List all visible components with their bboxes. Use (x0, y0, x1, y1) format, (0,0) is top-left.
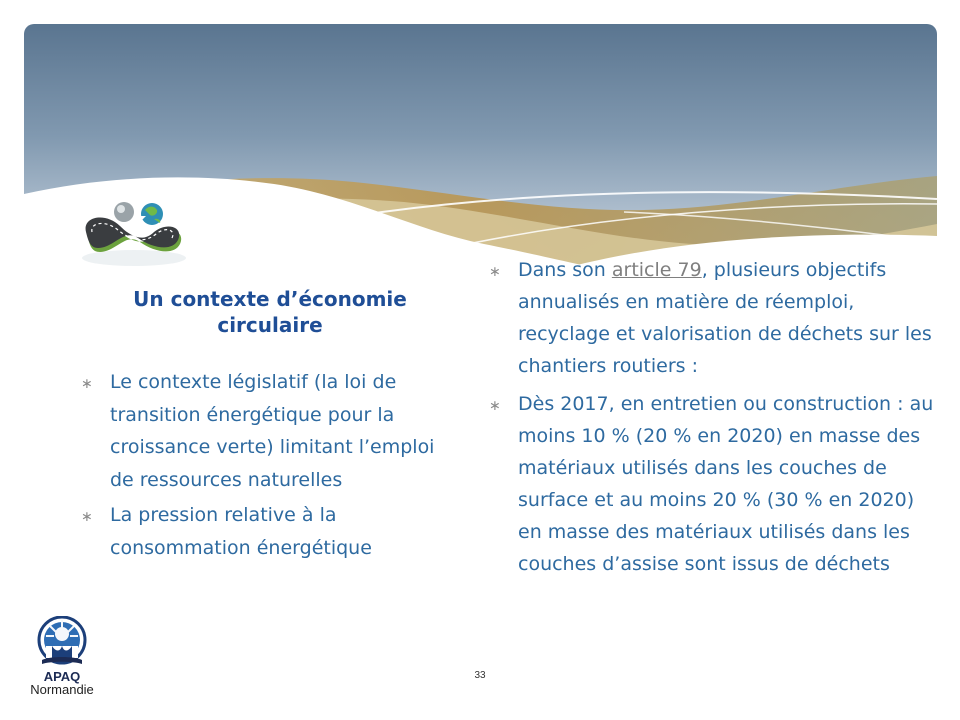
apaq-region: Normandie (30, 682, 94, 697)
right-bullet-list (489, 254, 939, 586)
apaq-logo (18, 616, 106, 700)
bullet-text-after-link: , plusieurs objectifs annualisés en matière de réemploi, recyclage et valorisation de déchets sur les chantiers routiers : (518, 259, 932, 377)
section-title: Un contexte d’économie circulaire (133, 287, 407, 337)
bullet-star-icon: ∗ (81, 509, 93, 525)
bullet-text: Le contexte législatif (la loi de transition énergétique pour la croissance verte) limitant l’emploi de ressources naturelles (110, 371, 435, 491)
bullet-star-icon: ∗ (81, 376, 93, 392)
bullet-star-icon: ∗ (489, 264, 501, 280)
list-item (489, 388, 939, 580)
bullet-text-before-link: Dans son (518, 259, 612, 281)
circular-economy-illustration (74, 186, 194, 270)
apaq-name: APAQ (43, 669, 81, 684)
list-item (81, 499, 451, 564)
apaq-emblem-icon (34, 616, 90, 670)
bullet-star-icon: ∗ (489, 398, 501, 414)
list-item (81, 366, 451, 496)
bullet-text: La pression relative à la consommation énergétique (110, 504, 372, 559)
list-item (489, 254, 939, 382)
bullet-text: Dès 2017, en entretien ou construction : au moins 10 % (20 % en 2020) en masse des matériaux utilisés dans les couches de surface et au moins 20 % (30 % en 2020) en masse des matériaux utilisés dans les couches d’assise sont issus de déchets (518, 393, 934, 575)
page-number: 33 (474, 670, 486, 681)
article-79-link[interactable]: article 79 (611, 259, 702, 281)
left-bullet-list (81, 366, 451, 567)
